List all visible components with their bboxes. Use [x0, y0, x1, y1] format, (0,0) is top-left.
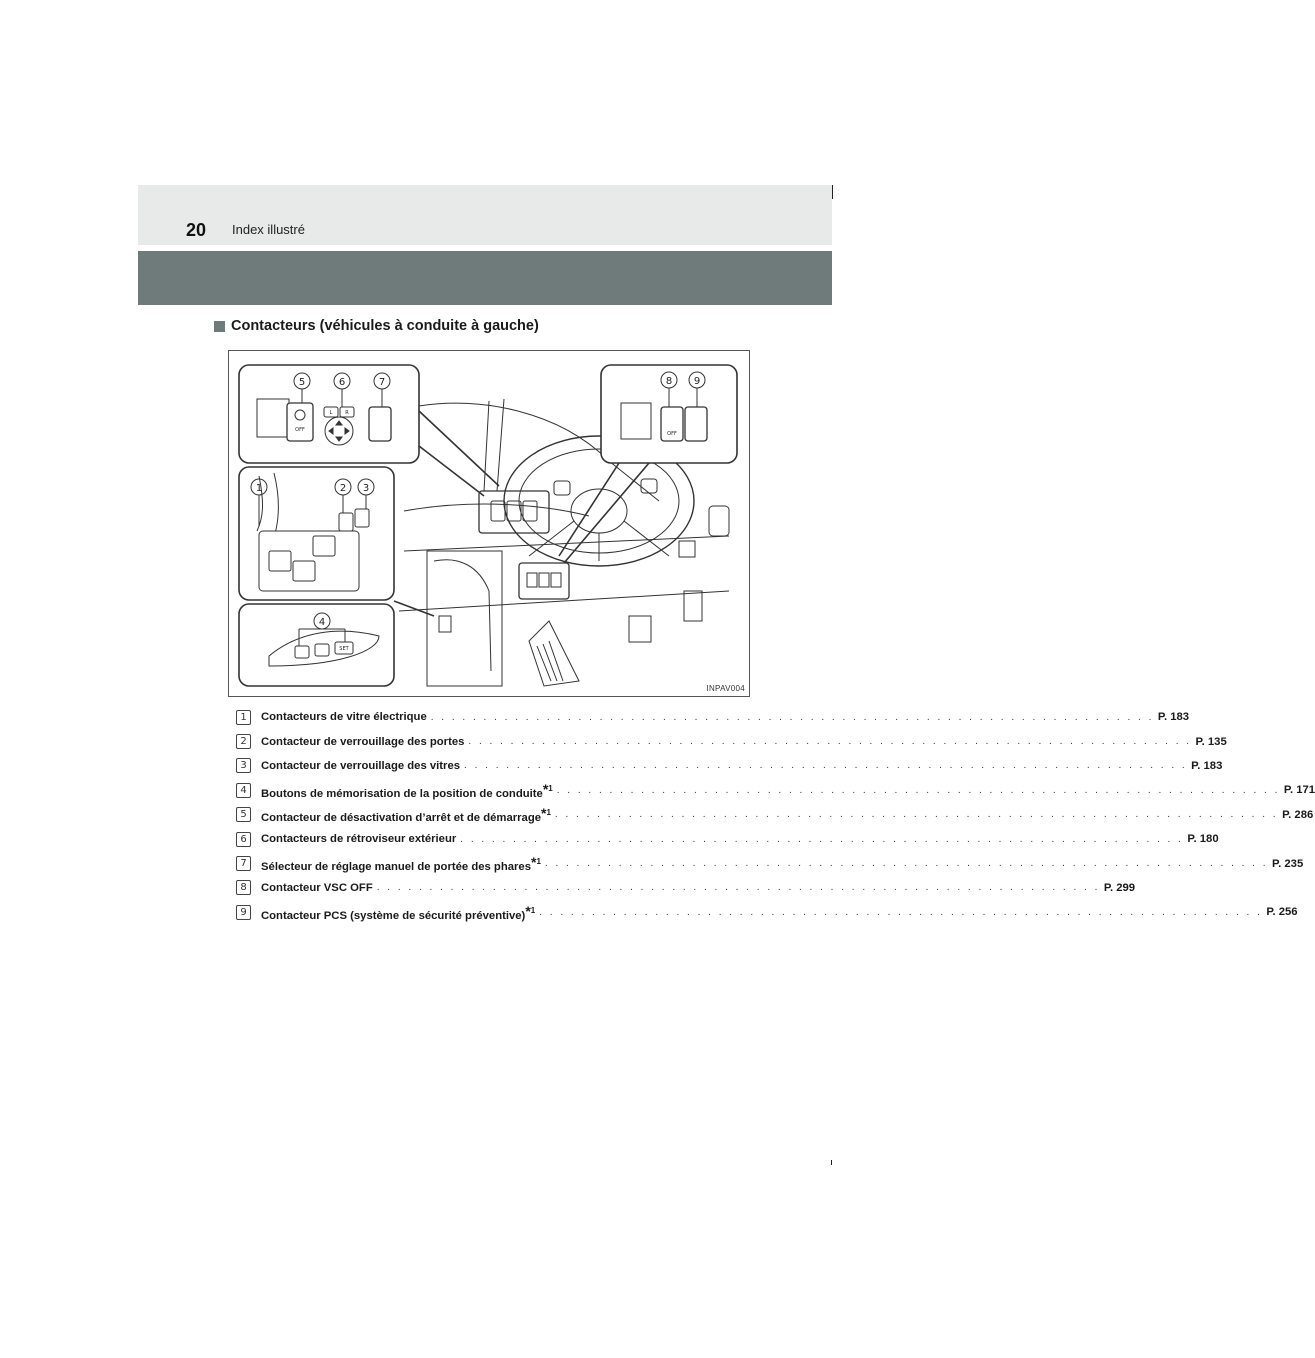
item-page-ref[interactable]: P. 299 — [1103, 881, 1136, 894]
heading-square-icon — [214, 321, 225, 332]
item-text: Contacteur de verrouillage des vitres — [261, 759, 461, 772]
callout-7: 7 — [378, 377, 386, 388]
list-item — [236, 900, 1298, 924]
dashboard-illustration — [228, 350, 750, 697]
list-item — [236, 827, 1219, 851]
dashboard-drawing — [229, 351, 749, 696]
leader-dots: . . . . . . . . . . . . . . . . . . . . . . . . . . . . . . . . . . . . . . . . . . . . . . . . . . . . . . . . . . . . . . . . . . . . . — [460, 833, 1184, 845]
item-text: Contacteur de désactivation d’arrêt et de démarrage$^{*1}$ — [261, 805, 551, 825]
callout-9: 9 — [693, 376, 701, 387]
mirror-l-label: L — [329, 410, 333, 416]
list-item — [236, 778, 1315, 802]
leader-dots: . . . . . . . . . . . . . . . . . . . . . . . . . . . . . . . . . . . . . . . . . . . . . . . . . . . . . . . . . . . . . . . . . . . . . — [539, 906, 1263, 918]
callout-1: 1 — [255, 483, 263, 494]
footnote-marker: *1 — [542, 780, 553, 797]
leader-dots: . . . . . . . . . . . . . . . . . . . . . . . . . . . . . . . . . . . . . . . . . . . . . . . . . . . . . . . . . . . . . . . . . . . . . — [468, 736, 1192, 748]
list-item — [236, 729, 1227, 753]
item-number: 3 — [236, 758, 251, 773]
mirror-r-label: R — [345, 410, 349, 416]
callout-5: 5 — [298, 377, 306, 388]
item-number: 9 — [236, 905, 251, 920]
section-heading-text: Contacteurs (véhicules à conduite à gauche) — [231, 318, 539, 334]
list-item — [236, 705, 1190, 729]
item-number: 8 — [236, 880, 251, 895]
item-number: 7 — [236, 856, 251, 871]
item-number: 6 — [236, 832, 251, 847]
item-page-ref[interactable]: P. 256 — [1266, 906, 1298, 919]
item-text: Contacteurs de vitre électrique — [261, 711, 427, 724]
section-heading — [214, 318, 539, 334]
item-text: Contacteurs de rétroviseur extérieur — [261, 833, 457, 846]
list-item — [236, 851, 1304, 875]
switch-list — [236, 705, 1315, 925]
crop-mark — [831, 1160, 832, 1165]
item-number: 4 — [236, 783, 251, 798]
item-page-ref[interactable]: P. 286 — [1282, 808, 1314, 821]
set-label: SET — [339, 646, 349, 652]
item-page-ref[interactable]: P. 183 — [1191, 759, 1223, 772]
item-page-ref[interactable]: P. 171 — [1283, 784, 1315, 797]
list-item — [236, 754, 1223, 778]
crop-mark — [832, 185, 833, 199]
page-number: 20 — [186, 220, 207, 240]
item-page-ref[interactable]: P. 135 — [1195, 735, 1227, 748]
list-item — [236, 876, 1136, 900]
callout-3: 3 — [362, 483, 370, 494]
section-title: Index illustré — [232, 222, 305, 237]
callout-2: 2 — [339, 483, 347, 494]
item-number: 1 — [236, 710, 251, 725]
callout-4: 4 — [318, 617, 326, 628]
item-page-ref[interactable]: P. 183 — [1157, 711, 1190, 724]
leader-dots: . . . . . . . . . . . . . . . . . . . . . . . . . . . . . . . . . . . . . . . . . . . . . . . . . . . . . . . . . . . . . . . . . . . . . — [376, 882, 1100, 894]
off-label: OFF — [295, 427, 305, 433]
leader-dots: . . . . . . . . . . . . . . . . . . . . . . . . . . . . . . . . . . . . . . . . . . . . . . . . . . . . . . . . . . . . . . . . . . . . . — [544, 858, 1269, 870]
footnote-marker: *1 — [541, 805, 551, 822]
footnote-marker: *1 — [525, 902, 536, 919]
item-text: Contacteur PCS (système de sécurité préventive)$^{*1}$ — [261, 902, 536, 922]
item-text: Contacteur de verrouillage des portes — [261, 735, 465, 748]
item-number: 5 — [236, 807, 251, 822]
item-text: Boutons de mémorisation de la position de conduite$^{*1}$ — [261, 780, 553, 800]
leader-dots: . . . . . . . . . . . . . . . . . . . . . . . . . . . . . . . . . . . . . . . . . . . . . . . . . . . . . . . . . . . . . . . . . . . . . — [556, 784, 1280, 796]
callout-6: 6 — [338, 377, 346, 388]
leader-dots: . . . . . . . . . . . . . . . . . . . . . . . . . . . . . . . . . . . . . . . . . . . . . . . . . . . . . . . . . . . . . . . . . . . . . — [554, 809, 1279, 821]
footnote-marker: *1 — [530, 854, 541, 871]
leader-dots: . . . . . . . . . . . . . . . . . . . . . . . . . . . . . . . . . . . . . . . . . . . . . . . . . . . . . . . . . . . . . . . . . . . . . — [430, 711, 1154, 723]
callout-8: 8 — [665, 376, 673, 387]
figure-code: INPAV004 — [706, 684, 745, 693]
vsc-off-label: OFF — [667, 431, 677, 437]
item-page-ref[interactable]: P. 180 — [1187, 833, 1219, 846]
item-page-ref[interactable]: P. 235 — [1272, 857, 1304, 870]
list-item — [236, 803, 1314, 827]
item-text: Contacteur VSC OFF — [261, 881, 373, 894]
header-dark-band — [138, 251, 832, 305]
item-number: 2 — [236, 734, 251, 749]
leader-dots: . . . . . . . . . . . . . . . . . . . . . . . . . . . . . . . . . . . . . . . . . . . . . . . . . . . . . . . . . . . . . . . . . . . . . — [464, 760, 1188, 772]
item-text: Sélecteur de réglage manuel de portée des phares$^{*1}$ — [261, 854, 541, 874]
